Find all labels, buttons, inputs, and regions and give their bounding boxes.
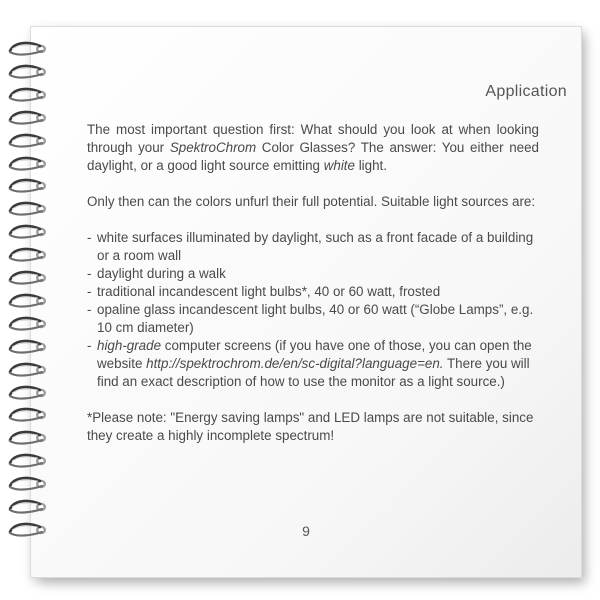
binding-coil xyxy=(6,498,50,516)
binding-coil xyxy=(6,452,50,470)
emphasis-high-grade: high-grade xyxy=(97,338,162,353)
binding-coil xyxy=(6,269,50,287)
page-heading: Application xyxy=(485,83,567,100)
emphasis-white: white xyxy=(323,158,355,173)
screen-text: computer screens (if you have one of those, you can open the website xyxy=(97,338,532,371)
binding-coil xyxy=(6,521,50,539)
binding-coil xyxy=(6,223,50,241)
light-sources-list xyxy=(87,229,539,391)
binding-coil xyxy=(6,406,50,424)
note-paragraph: *Please note: "Energy saving lamps" and LED lamps are not suitable, since they create a highly incomplete spectrum! xyxy=(87,410,534,443)
binding-coil xyxy=(6,246,50,264)
binding-coil xyxy=(6,315,50,333)
screen-text-end: There you will find an exact description of how to use the monitor as a light source.) xyxy=(97,356,530,389)
binding-coil xyxy=(6,132,50,150)
binding-coil xyxy=(6,86,50,104)
binding-coil xyxy=(6,429,50,447)
binding-coil xyxy=(6,63,50,81)
page-body xyxy=(87,121,539,463)
binding-coil xyxy=(6,109,50,127)
binding-coil xyxy=(6,475,50,493)
intro-text-1: The most important question first: What should you look at when looking through your xyxy=(87,122,539,155)
intro-text-3: light. xyxy=(354,158,387,173)
list-item xyxy=(87,337,539,391)
binding-coil xyxy=(6,40,50,58)
binding-coil xyxy=(6,384,50,402)
binding-coil xyxy=(6,361,50,379)
booklet-page xyxy=(30,26,582,578)
binding-coil xyxy=(6,338,50,356)
list-item: - daylight during a walk xyxy=(87,265,539,283)
list-item: - opaline glass incandescent light bulbs, 40 or 60 watt (“Globe Lamps”, e.g. 10 cm diameter) xyxy=(87,301,539,337)
intro-paragraph xyxy=(87,121,539,175)
binding-coil xyxy=(6,177,50,195)
binding-coil xyxy=(6,200,50,218)
intro-text-2: Color Glasses? The answer: You either need daylight, or a good light source emitting xyxy=(87,140,540,173)
website-url: http://spektrochrom.de/en/sc-digital?language=en. xyxy=(146,356,444,371)
binding-coil xyxy=(6,292,50,310)
list-item: - traditional incandescent light bulbs*, 40 or 60 watt, frosted xyxy=(87,283,539,301)
binding-coil xyxy=(6,155,50,173)
list-item: - white surfaces illuminated by daylight, such as a front facade of a building or a room wall xyxy=(87,229,539,265)
spiral-binding xyxy=(6,40,56,560)
brand-name: SpektroChrom xyxy=(169,140,257,155)
light-sources-paragraph: Only then can the colors unfurl their full potential. Suitable light sources are: xyxy=(87,194,536,209)
page-number: 9 xyxy=(302,523,310,539)
